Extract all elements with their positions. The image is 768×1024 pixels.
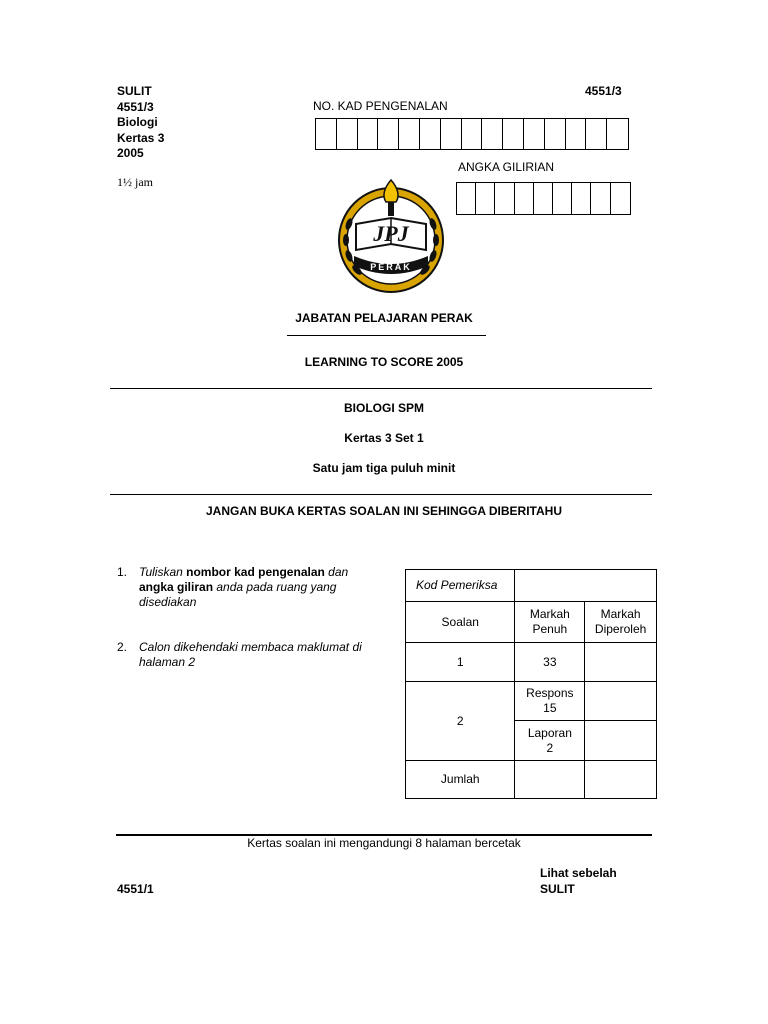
ic-box[interactable] [524, 119, 545, 149]
table-row [406, 602, 657, 643]
instruction-1-part-e: anda pada ruang yang disediakan [139, 580, 337, 609]
index-number-label: ANGKA GILIRIAN [458, 160, 555, 174]
q2-respons-obtained[interactable] [585, 682, 657, 721]
q2-laporan-full-marks [515, 721, 585, 761]
index-box[interactable] [515, 183, 534, 214]
q1-marks-obtained[interactable] [585, 643, 657, 682]
respons-value: 15 [543, 701, 557, 715]
pages-note: Kertas soalan ini mengandungi 8 halaman bercetak [247, 836, 521, 850]
total-obtained[interactable] [585, 761, 657, 799]
laporan-label: Laporan [527, 725, 572, 740]
respons-label: Respons [526, 686, 574, 700]
exam-year: 2005 [117, 146, 144, 160]
examiner-code-label: Kod Pemeriksa [406, 570, 515, 602]
jpn-perak-emblem [334, 178, 448, 294]
ic-number-boxes[interactable] [315, 118, 629, 150]
subject-name: Biologi [117, 115, 158, 129]
emblem-letters: JPJ [373, 221, 409, 246]
ic-number-label: NO. KAD PENGENALAN [313, 99, 448, 113]
ic-box[interactable] [482, 119, 503, 149]
index-box[interactable] [591, 183, 610, 214]
torch-handle [388, 202, 394, 216]
ic-box[interactable] [316, 119, 337, 149]
q2-respons-full-marks [515, 682, 585, 721]
total-label: Jumlah [406, 761, 515, 799]
index-box[interactable] [534, 183, 553, 214]
table-row [406, 682, 657, 721]
ic-box[interactable] [607, 119, 628, 149]
ic-box[interactable] [462, 119, 483, 149]
ic-box[interactable] [358, 119, 379, 149]
emblem-text: PERAK [370, 262, 412, 272]
torch-flame [384, 180, 398, 202]
index-box[interactable] [553, 183, 572, 214]
subject-title: BIOLOGI SPM [343, 401, 424, 415]
instruction-2 [117, 640, 387, 674]
duration: 1½ jam [117, 175, 153, 189]
q2-laporan-obtained[interactable] [585, 721, 657, 761]
marks-table [405, 569, 657, 799]
index-box[interactable] [572, 183, 591, 214]
header-markah-diperoleh: Markah Diperoleh [585, 602, 657, 643]
ic-box[interactable] [420, 119, 441, 149]
index-number-boxes[interactable] [456, 182, 631, 215]
instruction-1-part-c: dan [324, 565, 349, 579]
index-box[interactable] [457, 183, 476, 214]
footer-confidential: SULIT [540, 881, 575, 896]
index-box[interactable] [495, 183, 514, 214]
instruction-number: 1. [117, 565, 128, 579]
examiner-code-cell[interactable] [515, 570, 657, 602]
laporan-value: 2 [546, 740, 554, 755]
ic-box[interactable] [399, 119, 420, 149]
index-box[interactable] [476, 183, 495, 214]
exam-time: Satu jam tiga puluh minit [312, 461, 456, 475]
see-next-label: Lihat sebelah [540, 866, 617, 880]
ic-box[interactable] [566, 119, 587, 149]
ic-box[interactable] [378, 119, 399, 149]
instruction-1-part-b: nombor kad pengenalan [186, 565, 325, 579]
ic-box[interactable] [441, 119, 462, 149]
table-row [406, 570, 657, 602]
paper-set: Kertas 3 Set 1 [344, 431, 424, 445]
ic-box[interactable] [337, 119, 358, 149]
see-next-block [540, 866, 617, 897]
q2-number: 2 [406, 682, 515, 761]
header-markah-penuh: Markah Penuh [515, 602, 585, 643]
ic-box[interactable] [545, 119, 566, 149]
footer-code: 4551/1 [117, 882, 154, 896]
instruction-text [139, 565, 379, 610]
department-title: JABATAN PELAJARAN PERAK [295, 311, 473, 325]
instruction-number: 2. [117, 640, 128, 654]
ic-box[interactable] [503, 119, 524, 149]
confidential-label: SULIT [117, 84, 152, 98]
index-box[interactable] [611, 183, 630, 214]
warning-text: JANGAN BUKA KERTAS SOALAN INI SEHINGGA DIBERITAHU [205, 504, 562, 518]
program-title: LEARNING TO SCORE 2005 [304, 355, 464, 369]
q1-full-marks: 33 [515, 643, 585, 682]
department-underline [287, 335, 486, 336]
instruction-1 [117, 565, 387, 615]
table-row [406, 761, 657, 799]
paper-code: 4551/3 [117, 99, 154, 114]
ic-box[interactable] [586, 119, 607, 149]
header-block [117, 84, 164, 162]
q1-number: 1 [406, 643, 515, 682]
instruction-1-part-a: Tuliskan [139, 565, 187, 579]
paper-code-right: 4551/3 [585, 84, 622, 98]
paper-number: Kertas 3 [117, 130, 165, 145]
divider-top [110, 388, 652, 389]
instruction-1-part-d: angka giliran [139, 580, 214, 594]
header-soalan: Soalan [406, 602, 515, 643]
table-row [406, 643, 657, 682]
divider-middle [110, 494, 652, 495]
total-full-marks[interactable] [515, 761, 585, 799]
instruction-text: Calon dikehendaki membaca maklumat di halaman 2 [139, 640, 362, 669]
